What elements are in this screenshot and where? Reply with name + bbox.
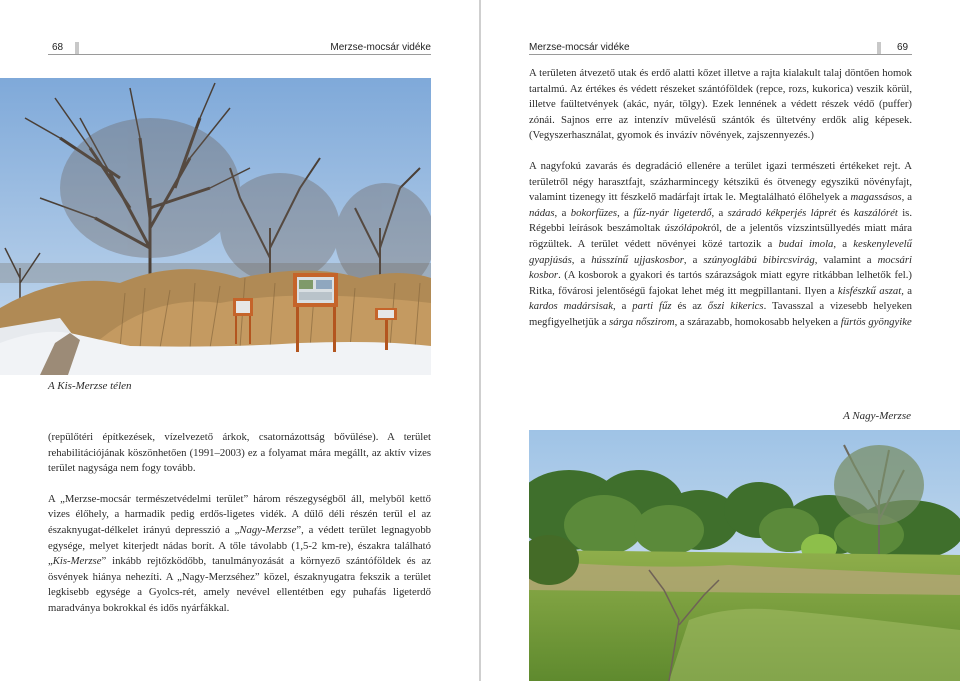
header-marker: [75, 42, 79, 54]
header-marker: [877, 42, 881, 54]
paragraph: (repülőtéri építkezések, vízelvezető árkok, csatornázottság bővülése). A terület rehabilitációjának köszönhetően (1991–2003) ez a folyamat mára megállt, az aktív vizes terület nagysága nem fogy tovább.: [48, 431, 431, 475]
page-number: 69: [897, 42, 909, 53]
italic-term: keskenylevelű gyapjúsás: [529, 237, 912, 266]
left-page: [0, 0, 479, 681]
italic-term: kardos madársisak: [529, 300, 613, 313]
italic-term: parti fűz: [632, 300, 672, 313]
italic-term: nádas: [529, 206, 555, 219]
paragraph: A „Merzse-mocsár természetvédelmi terület” három részegységből áll, melyből kettő vizes élőhely, a harmadik pedig erdős-ligetes vidék. A dűlő déli részén terül el az északnyugat-délkelet irányú depresszió a „Nagy-Merzse”, a védett terület legnagyobb egysége, melyet kiterjedt nádas borít. A tőle távolabb (1,5-2 km-re), északra található „Kis-Merzse” inkább rejtőzködőbb, tanulmányozását a környező szántóföldek és az ösvények hiánya nehezíti. A „Nagy-Merzséhez” közel, északnyugatra fekszik a terület legkisebb egysége a Gyolcs-rét, amely nevével ellentétben egy puhafás ligeterdő maradványa bokrokkal és idős nyárfákkal.: [48, 492, 432, 614]
italic-term: budai imola: [778, 237, 834, 250]
photo-kis-merzse: [0, 78, 431, 375]
photo-nagy-merzse: [529, 430, 960, 681]
italic-term: fűz-nyár ligeterdő: [633, 206, 712, 219]
paragraph: A nagyfokú zavarás és degradáció ellenére a terület igazi természeti értékeket rejt. A területről négy harasztfajt, százharmincegy kétszikű és ötvenegy egyszikű növényfajt, valamint tizenegy itt fészkelő madárfajt írtak le. Megtalálható élőhelyek a magassásos, a nádas, a bokorfüzes, a fűz-nyár ligeterdő, a száradó kékperjés láprét és kaszálórét is. Régebbi leírások beszámoltak úszólápokról, de a jelentős vízszintsüllyedés miatt mára rögzültek. A terület védett növényei közé tartozik a budai imola, a keskenylevelű gyapjúsás, a hússzínű ujjaskosbor, a szúnyoglábú bibircsvirág, valamint a mocsári kosbor. (A kosborok a gyakori és tartós szárazságok miatt egyre ritkábban lelhetők fel.) Ritka, fővárosi jelentőségű fajokat lehet még itt megpillantani. Ilyen a kisfészkű aszat, a kardos madársisak, a parti fűz és az őszi kikerics. Tavasszal a vizesebb helyeken megfigyelhetjük a sárga nőszirom, a szárazabb, homokosabb helyeken a fürtös gyöngyike: [529, 159, 913, 328]
italic-term: őszi kikerics: [707, 300, 764, 313]
italic-term: szúnyoglábú bibircsvirág: [703, 253, 815, 266]
photo-caption: A Kis-Merzse télen: [48, 380, 132, 392]
italic-term: úszólápok: [664, 222, 708, 235]
italic-term: Kis-Merzse: [52, 555, 102, 568]
header-rule: [48, 54, 431, 55]
italic-term: bokorfüzes: [570, 206, 618, 219]
body-text: [48, 430, 431, 617]
right-page: [481, 0, 960, 681]
italic-term: kisfészkű aszat: [837, 284, 902, 297]
italic-term: hússzínű ujjaskosbor: [591, 253, 684, 266]
page-number: 68: [52, 42, 64, 53]
body-text: [529, 66, 912, 331]
italic-term: magassásos: [850, 191, 902, 204]
running-head: Merzse-mocsár vidéke: [330, 42, 431, 53]
running-head: Merzse-mocsár vidéke: [529, 42, 630, 53]
italic-term: mocsári kosbor: [529, 253, 912, 282]
paragraph: A területen átvezető utak és erdő alatti kőzet illetve a rajta kialakult talaj döntően homok tartalmú. Az értékes és védett részeket szántóföldek (repce, rozs, kukorica) veszik körül, illetve faültetvények (akác, nyár, tölgy). Ezek lennének a védett részek védő (puffer) zónái. Sajnos erre az intenzív művelésű szántók és ültetvény erdők alig képesek. (Vegyszerhasználat, gyomok és invázív növények, zajszennyezés.): [529, 67, 912, 142]
italic-term: fürtös gyöngyike: [840, 315, 912, 328]
photo-caption: A Nagy-Merzse: [843, 410, 911, 422]
italic-term: Nagy-Merzse: [239, 523, 297, 536]
header-rule: [529, 54, 912, 55]
italic-term: száradó kékperjés láprét: [727, 206, 837, 219]
italic-term: sárga nőszirom: [609, 315, 675, 328]
italic-term: kaszálórét: [853, 206, 898, 219]
